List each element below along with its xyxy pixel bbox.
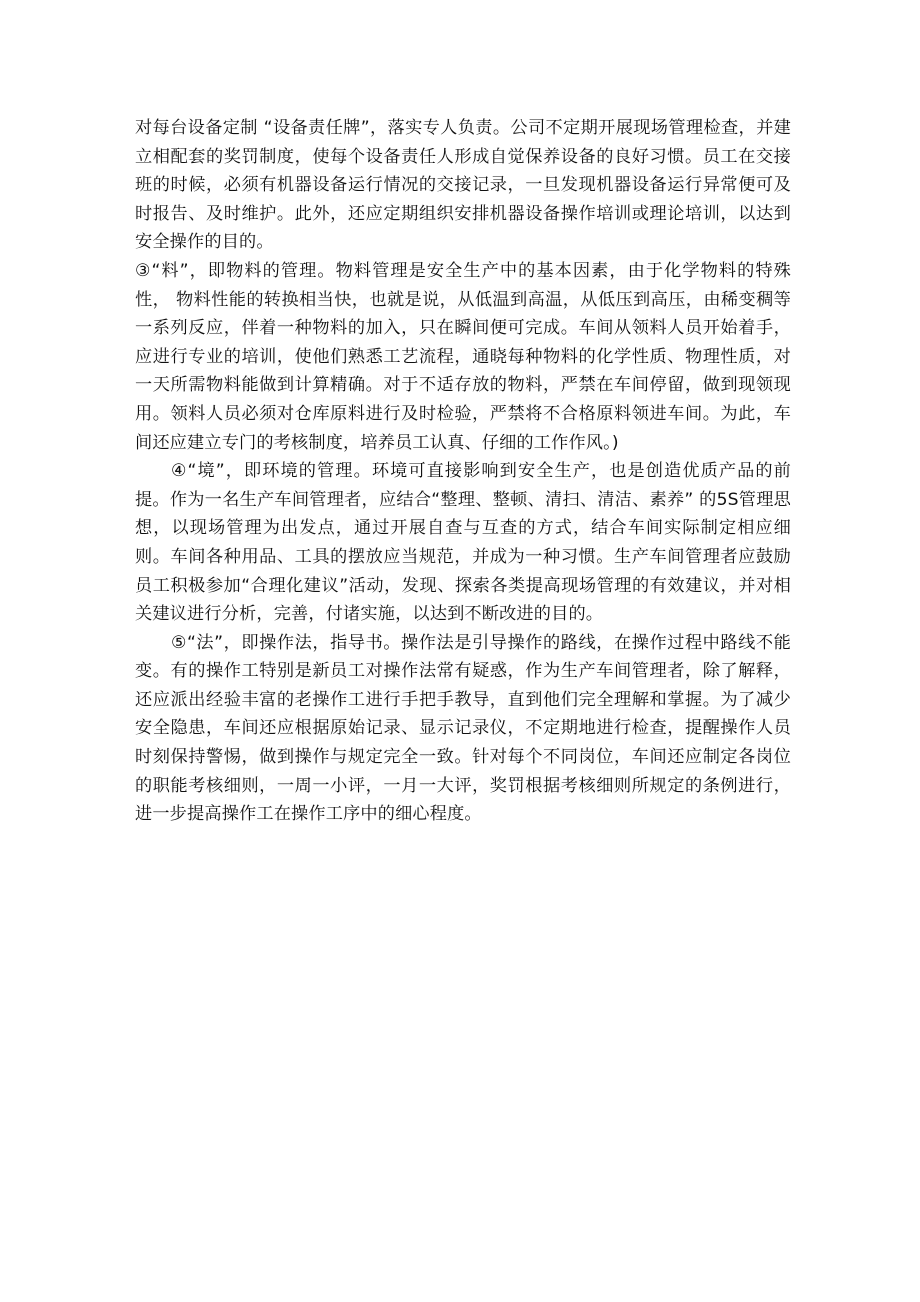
paragraph-material-management: ③“料”，即物料的管理。物料管理是安全生产中的基本因素，由于化学物料的特殊性， 物料性能的转换相当快，也就是说，从低温到高温，从低压到高压，由稀变稠等一系列反应，伴着一种物料的加入，只在瞬间便可完成。车间从领料人员开始着手，应进行专业的培训，使他们熟悉工艺流程，通晓每种物料的化学性质、物理性质，对一天所需物料能做到计算精确。对于不适存放的物料，严禁在车间停留，做到现领现用。领料人员必须对仓库原料进行及时检验，严禁将不合格原料领进车间。为此，车间还应建立专门的考核制度，培养员工认真、仔细的工作作风。) [135, 260, 791, 453]
document-body [135, 114, 791, 829]
paragraph-operation-method: ⑤“法”，即操作法，指导书。操作法是引导操作的路线，在操作过程中路线不能变。有的操作工特别是新员工对操作法常有疑惑，作为生产车间管理者，除了解释，还应派出经验丰富的老操作工进行手把手教导，直到他们完全理解和掌握。为了减少安全隐患，车间还应根据原始记录、显示记录仪，不定期地进行检查，提醒操作人员时刻保持警惕，做到操作与规定完全一致。针对每个不同岗位，车间还应制定各岗位的职能考核细则，一周一小评，一月一大评，奖罚根据考核细则所规定的条例进行，进一步提高操作工在操作工序中的细心程度。 [135, 632, 791, 825]
paragraph-equipment-responsibility: 对每台设备定制 “设备责任牌”，落实专人负责。公司不定期开展现场管理检查，并建立相配套的奖罚制度，使每个设备责任人形成自觉保养设备的良好习惯。员工在交接班的时候，必须有机器设备运行情况的交接记录，一旦发现机器设备运行异常便可及时报告、及时维护。此外，还应定期组织安排机器设备操作培训或理论培训，以达到安全操作的目的。 [135, 118, 791, 253]
paragraph-environment-management: ④“境”，即环境的管理。环境可直接影响到安全生产，也是创造优质产品的前提。作为一名生产车间管理者，应结合“整理、整顿、清扫、清洁、素养” 的5S管理思想，以现场管理为出发点，通过开展自查与互查的方式，结合车间实际制定相应细则。车间各种用品、工具的摆放应当规范，并成为一种习惯。生产车间管理者应鼓励员工积极参加“合理化建议”活动，发现、探索各类提高现场管理的有效建议，并对相关建议进行分析，完善，付诸实施，以达到不断改进的目的。 [135, 461, 791, 625]
